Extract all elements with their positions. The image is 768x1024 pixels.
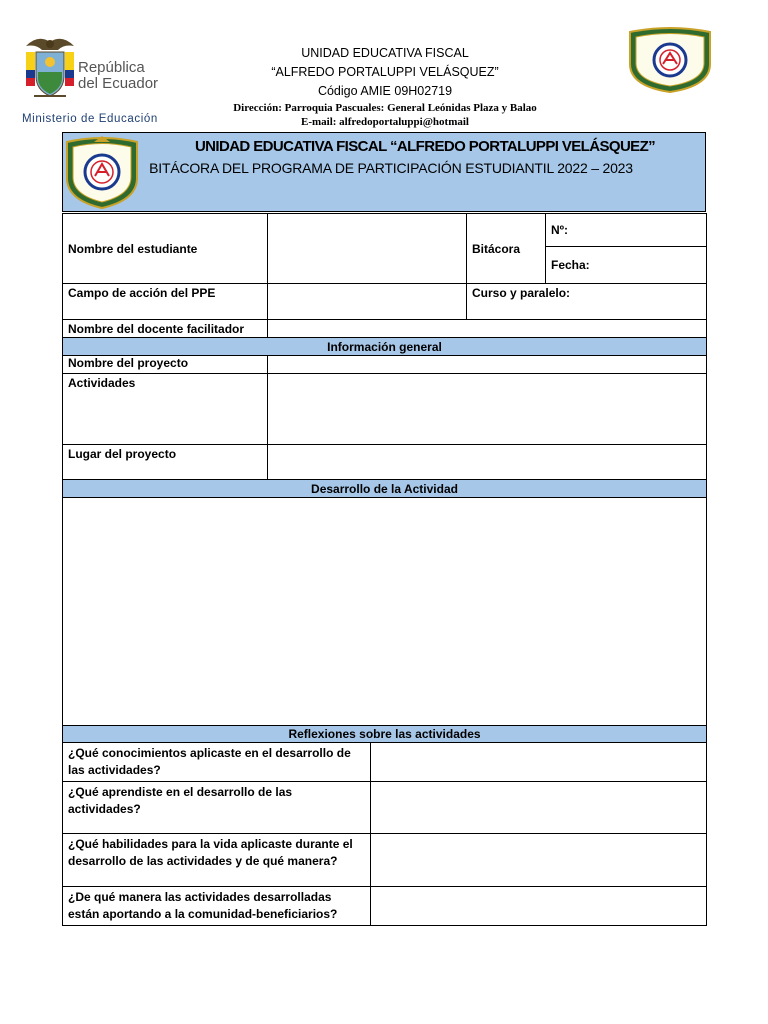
ministry-label: Ministerio de Educación (22, 113, 158, 125)
school-seal-icon (626, 26, 714, 94)
teacher-field[interactable] (268, 320, 707, 338)
project-place-field[interactable] (268, 445, 707, 480)
activities-label: Actividades (63, 374, 268, 445)
project-name-label: Nombre del proyecto (63, 356, 268, 374)
bitacora-label: Bitácora (467, 214, 546, 284)
project-place-label: Lugar del proyecto (63, 445, 268, 480)
address-line: Dirección: Parroquia Pascuales: General Leónidas Plaza y Balao (233, 102, 537, 114)
title-program: BITÁCORA DEL PROGRAMA DE PARTICIPACIÓN ESTUDIANTIL 2022 – 2023 (149, 160, 633, 176)
activity-development-header: Desarrollo de la Actividad (63, 480, 707, 498)
answer-learned-field[interactable] (371, 782, 707, 834)
answer-life-skills-field[interactable] (371, 834, 707, 887)
logbook-form (62, 213, 707, 926)
course-field[interactable]: Curso y paralelo: (467, 284, 707, 320)
question-learned: ¿Qué aprendiste en el desarrollo de las actividades? (63, 782, 371, 834)
school-name: “ALFREDO PORTALUPPI VELÁSQUEZ” (271, 65, 499, 79)
field-of-action-field[interactable] (268, 284, 467, 320)
project-name-field[interactable] (268, 356, 707, 374)
field-of-action-label: Campo de acción del PPE (63, 284, 268, 320)
school-label: UNIDAD EDUCATIVA FISCAL (301, 46, 469, 60)
general-info-header: Información general (63, 338, 707, 356)
answer-knowledge-field[interactable] (371, 743, 707, 782)
brand-line-2: del Ecuador (78, 75, 159, 92)
amie-code: Código AMIE 09H02719 (317, 84, 453, 98)
reflections-header: Reflexiones sobre las actividades (63, 726, 707, 743)
title-school: UNIDAD EDUCATIVA FISCAL “ALFREDO PORTALUPPI VELÁSQUEZ” (194, 138, 656, 155)
school-seal-left (64, 134, 140, 210)
brand-line-1: República (78, 59, 145, 76)
activity-development-field[interactable] (63, 498, 707, 726)
student-name-label: Nombre del estudiante (63, 214, 268, 284)
student-name-field[interactable] (268, 214, 467, 284)
question-knowledge: ¿Qué conocimientos aplicaste en el desarrollo de las actividades? (63, 743, 371, 782)
email-line: E-mail: alfredoportaluppi@hotmail (300, 116, 469, 128)
coat-of-arms-icon (20, 32, 180, 112)
teacher-label: Nombre del docente facilitador (63, 320, 268, 338)
answer-community-field[interactable] (371, 887, 707, 926)
activities-field[interactable] (268, 374, 707, 445)
date-field[interactable]: Fecha: (546, 247, 707, 284)
question-community: ¿De qué manera las actividades desarrolladas están aportando a la comunidad-beneficiarios? (63, 887, 371, 926)
school-seal-icon (64, 134, 140, 210)
number-field[interactable]: Nº: (546, 214, 707, 247)
school-seal-right (626, 26, 714, 94)
question-life-skills: ¿Qué habilidades para la vida aplicaste durante el desarrollo de las actividades y de qué manera? (63, 834, 371, 887)
